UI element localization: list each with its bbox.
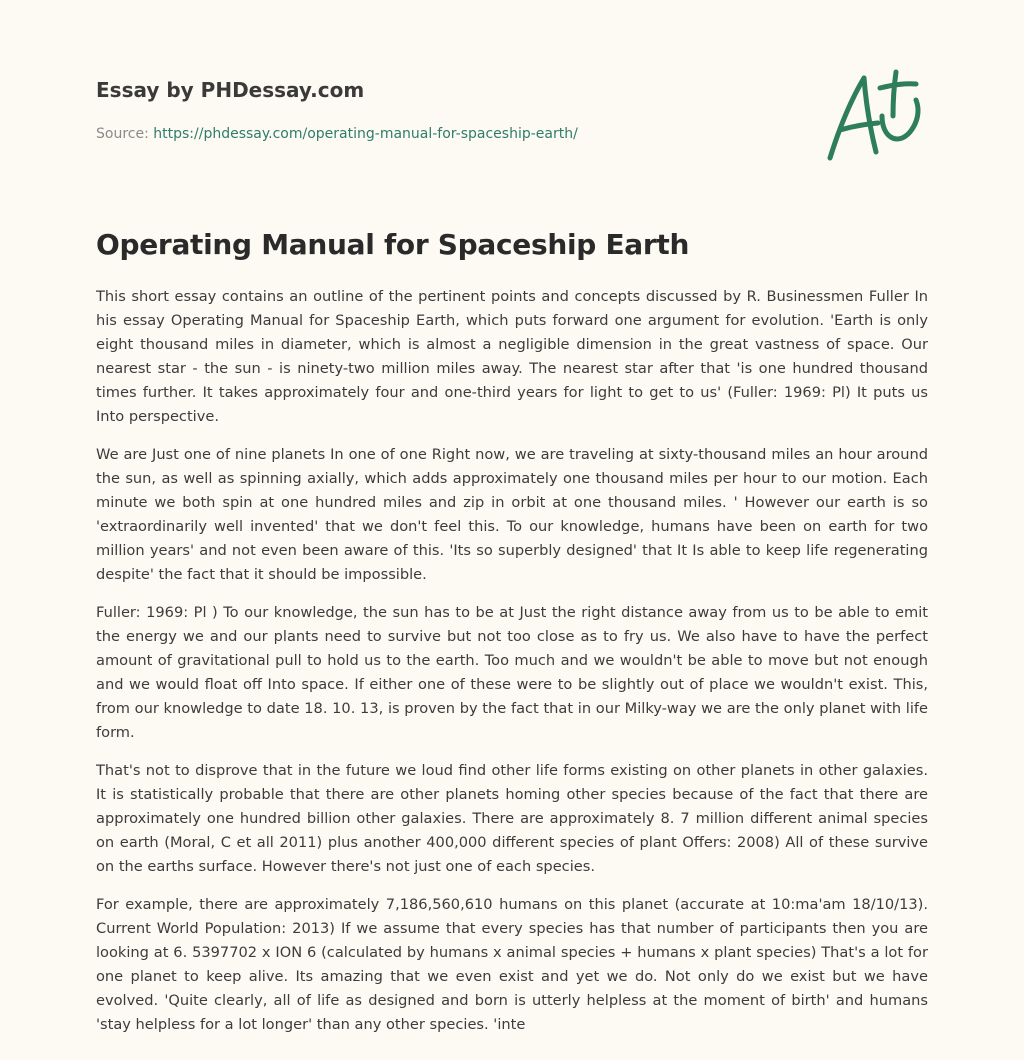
header: [96, 76, 796, 144]
essay-paragraph: Fuller: 1969: Pl ) To our knowledge, the sun has to be at Just the right distance away from us to be able to emit the energy we and our plants need to survive but not too close as to fry us. We also have to have the perfect amount of gravitational pull to hold us to the earth. Too much and we wouldn't be able to move but not enough and we would float off Into space. If either one of these were to be slightly out of place we wouldn't exist. This, from our knowledge to date 18. 10. 13, is proven by the fact that in our Milky-way we are the only planet with life form.: [96, 604, 928, 741]
essay-title: Operating Manual for Spaceship Earth: [96, 228, 690, 261]
source-line: [96, 124, 796, 144]
essay-paragraph: We are Just one of nine planets In one of one Right now, we are traveling at sixty-thousand miles an hour around the sun, as well as spinning axially, which adds approximately one thousand miles per hour to our motion. Each minute we both spin at one hundred miles and zip in orbit at one thousand miles. ' However our earth is so 'extraordinarily well invented' that we don't feel this. To our knowledge, humans have been on earth for two million years' and not even been aware of this. 'Its so superbly designed' that It Is able to keep life regenerating despite' the fact that it should be impossible.: [96, 446, 928, 583]
essay-paragraph: That's not to disprove that in the future we loud find other life forms existing on other planets in other galaxies. It is statistically probable that there are other planets homing other species because of the fact that there are approximately one hundred billion other galaxies. There are approximately 8. 7 million different animal species on earth (Moral, C et all 2011) plus another 400,000 different species of plant Offers: 2008) All of these survive on the earths surface. However there's not just one of each species.: [96, 762, 928, 875]
a-plus-grade-icon: [820, 66, 930, 166]
essay-paragraph: For example, there are approximately 7,186,560,610 humans on this planet (accurate at 10:ma'am 18/10/13). Current World Population: 2013) If we assume that every species has that number of participants then you are looking at 6. 5397702 x ION 6 (calculated by humans x animal species + humans x plant species) That's a lot for one planet to keep alive. Its amazing that we even exist and yet we do. Not only do we exist but we have evolved. 'Quite clearly, all of life as designed and born is utterly helpless at the moment of birth' and humans 'stay helpless for a lot longer' than any other species. 'inte: [96, 896, 928, 1033]
source-link[interactable]: https://phdessay.com/operating-manual-for-spaceship-earth/: [153, 126, 578, 142]
essay-paragraph: This short essay contains an outline of the pertinent points and concepts discussed by R. Businessmen Fuller In his essay Operating Manual for Spaceship Earth, which puts forward one argument for evolution. 'Earth is only eight thousand miles in diameter, which is almost a negligible dimension in the great vastness of space. Our nearest star - the sun - is ninety-two million miles away. The nearest star after that 'is one hundred thousand times further. It takes approximately four and one-third years for light to get to us' (Fuller: 1969: Pl) It puts us Into perspective.: [96, 288, 928, 425]
essay-body: [96, 285, 928, 1051]
site-brand: Essay by PHDessay.com: [96, 78, 365, 102]
source-label: Source:: [96, 126, 154, 142]
